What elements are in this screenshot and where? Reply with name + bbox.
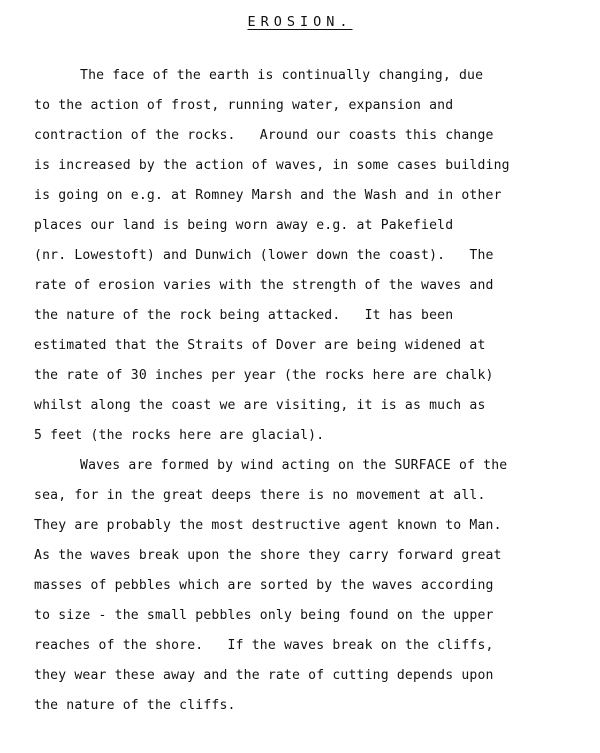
paragraph-1-line-3: contraction of the rocks. Around our coasts this change [34, 128, 494, 143]
paragraph-2-line-9: the nature of the cliffs. [34, 698, 236, 713]
paragraph-1-line-11: the rate of 30 inches per year (the rocks here are chalk) [34, 368, 494, 383]
paragraph-2-line-4: As the waves break upon the shore they carry forward great [34, 548, 502, 563]
paragraph-2-line-7: reaches of the shore. If the waves break on the cliffs, [34, 638, 494, 653]
document-title: EROSION. [247, 14, 353, 30]
paragraph-2-line-6: to size - the small pebbles only being found on the upper [34, 608, 494, 623]
paragraph-1-line-6: places our land is being worn away e.g. at Pakefield [34, 218, 454, 233]
paragraph-1-line-13: 5 feet (the rocks here are glacial). [34, 428, 325, 443]
paragraph-1-line-12: whilst along the coast we are visiting, it is as much as [34, 398, 486, 413]
paragraph-1-line-1: The face of the earth is continually changing, due [80, 68, 484, 83]
paragraph-2-line-8: they wear these away and the rate of cutting depends upon [34, 668, 494, 683]
paragraph-2-line-1: Waves are formed by wind acting on the SURFACE of the [80, 458, 508, 473]
paragraph-2-line-2: sea, for in the great deeps there is no movement at all. [34, 488, 486, 503]
paragraph-2-line-3: They are probably the most destructive agent known to Man. [34, 518, 502, 533]
paragraph-1-line-7: (nr. Lowestoft) and Dunwich (lower down the coast). The [34, 248, 494, 263]
paragraph-2-line-5: masses of pebbles which are sorted by the waves according [34, 578, 494, 593]
paragraph-1-line-9: the nature of the rock being attacked. It has been [34, 308, 454, 323]
paragraph-1-line-5: is going on e.g. at Romney Marsh and the Wash and in other [34, 188, 502, 203]
paragraph-1-line-4: is increased by the action of waves, in some cases building [34, 158, 510, 173]
paragraph-1-line-2: to the action of frost, running water, expansion and [34, 98, 454, 113]
paragraph-1-line-8: rate of erosion varies with the strength of the waves and [34, 278, 494, 293]
paragraph-1-line-10: estimated that the Straits of Dover are being widened at [34, 338, 486, 353]
